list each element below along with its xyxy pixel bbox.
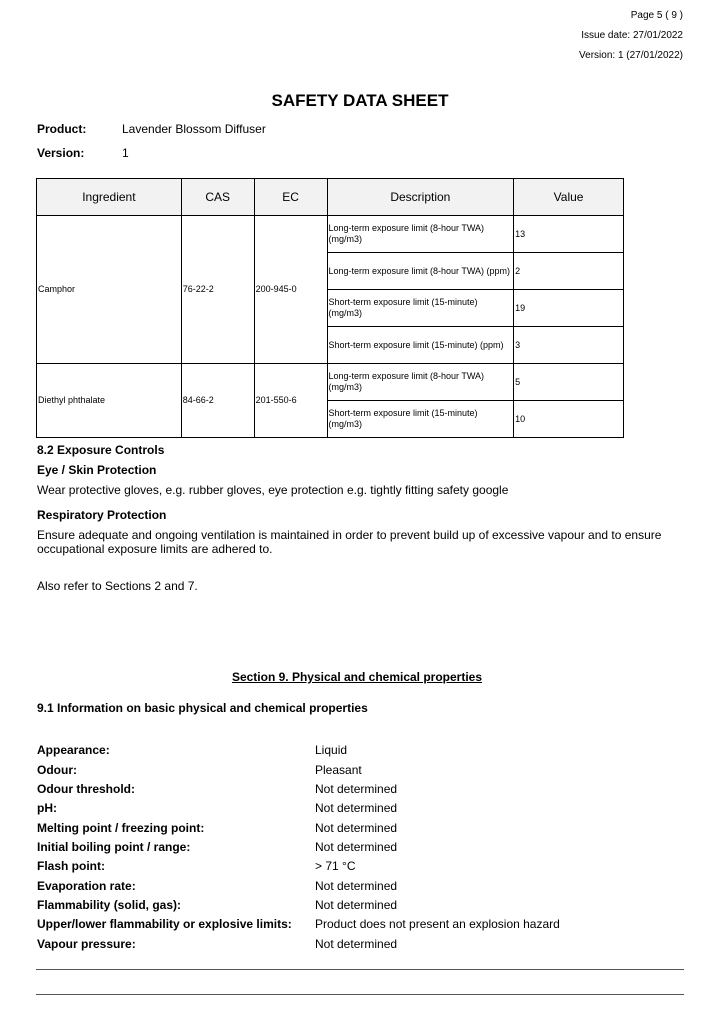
description-cell: Short-term exposure limit (15-minute) (mg/m3) <box>327 290 514 327</box>
property-label: Initial boiling point / range: <box>37 840 191 854</box>
property-label: pH: <box>37 801 57 815</box>
property-label: Odour: <box>37 763 77 777</box>
property-value: Not determined <box>315 821 398 835</box>
product-value: Lavender Blossom Diffuser <box>122 122 266 136</box>
description-cell: Long-term exposure limit (8-hour TWA) (mg/m3) <box>327 364 514 401</box>
header-ingredient: Ingredient <box>37 179 182 216</box>
property-label: Evaporation rate: <box>37 879 136 893</box>
property-label: Vapour pressure: <box>37 937 136 951</box>
page-number: Page 5 ( 9 ) <box>630 10 683 21</box>
property-label: Melting point / freezing point: <box>37 821 205 835</box>
property-value: > 71 °C <box>315 859 356 873</box>
property-label: Odour threshold: <box>37 782 135 796</box>
property-value: Product does not present an explosion hazard <box>315 917 560 931</box>
property-label: Flash point: <box>37 859 105 873</box>
property-row <box>37 821 397 837</box>
version-label: Version: <box>37 146 85 160</box>
property-row <box>37 917 560 933</box>
value-cell: 19 <box>514 290 624 327</box>
description-cell: Long-term exposure limit (8-hour TWA) (ppm) <box>327 253 514 290</box>
table-row <box>37 216 624 253</box>
product-row <box>37 122 266 136</box>
value-cell: 10 <box>514 401 624 438</box>
ingredient-cell: Camphor <box>37 216 182 364</box>
property-value: Not determined <box>315 898 398 912</box>
header-description: Description <box>327 179 514 216</box>
header-value: Value <box>514 179 624 216</box>
header-ec: EC <box>254 179 327 216</box>
property-value: Not determined <box>315 840 398 854</box>
section91-subheading: 9.1 Information on basic physical and chemical properties <box>37 701 368 715</box>
version-row <box>37 146 129 160</box>
property-row <box>37 743 347 759</box>
property-row <box>37 801 397 817</box>
cas-cell: 84-66-2 <box>181 364 254 438</box>
section9-heading: Section 9. Physical and chemical properties <box>231 670 483 684</box>
eye-skin-text: Wear protective gloves, e.g. rubber gloves, eye protection e.g. tightly fitting safety google <box>37 483 509 497</box>
product-label: Product: <box>37 122 87 136</box>
ec-cell: 200-945-0 <box>254 216 327 364</box>
property-row <box>37 879 397 895</box>
table-header-row <box>37 179 624 216</box>
respiratory-text: Ensure adequate and ongoing ventilation is maintained in order to prevent build up of excessive vapour and to ensure occupational exposure limits are adhered to. <box>37 528 662 556</box>
ec-cell: 201-550-6 <box>254 364 327 438</box>
document-version: Version: 1 (27/01/2022) <box>579 50 683 61</box>
table-row <box>37 364 624 401</box>
property-value: Liquid <box>315 743 348 757</box>
property-row <box>37 763 362 779</box>
value-cell: 2 <box>514 253 624 290</box>
issue-date: Issue date: 27/01/2022 <box>581 30 683 41</box>
property-value: Not determined <box>315 782 398 796</box>
cas-cell: 76-22-2 <box>181 216 254 364</box>
page-title: SAFETY DATA SHEET <box>271 91 449 110</box>
property-label: Appearance: <box>37 743 110 757</box>
property-value: Not determined <box>315 937 398 951</box>
description-cell: Short-term exposure limit (15-minute) (ppm) <box>327 327 514 364</box>
property-row <box>37 840 397 856</box>
property-label: Flammability (solid, gas): <box>37 898 182 912</box>
property-label: Upper/lower flammability or explosive limits: <box>37 917 292 931</box>
eye-skin-heading: Eye / Skin Protection <box>37 463 157 477</box>
respiratory-heading: Respiratory Protection <box>37 508 167 522</box>
property-value: Pleasant <box>315 763 362 777</box>
header-cas: CAS <box>181 179 254 216</box>
exposure-controls-heading: 8.2 Exposure Controls <box>37 443 165 457</box>
value-cell: 3 <box>514 327 624 364</box>
footer-divider-top <box>36 969 684 970</box>
version-value: 1 <box>122 146 129 160</box>
also-refer-text: Also refer to Sections 2 and 7. <box>37 579 198 593</box>
value-cell: 13 <box>514 216 624 253</box>
footer-divider-bottom <box>36 994 684 995</box>
property-value: Not determined <box>315 801 398 815</box>
property-row <box>37 859 356 875</box>
ingredient-cell: Diethyl phthalate <box>37 364 182 438</box>
property-row <box>37 782 397 798</box>
description-cell: Short-term exposure limit (15-minute) (mg/m3) <box>327 401 514 438</box>
ingredients-table <box>36 178 624 438</box>
property-row <box>37 898 397 914</box>
value-cell: 5 <box>514 364 624 401</box>
property-value: Not determined <box>315 879 398 893</box>
property-row <box>37 937 397 953</box>
description-cell: Long-term exposure limit (8-hour TWA) (mg/m3) <box>327 216 514 253</box>
